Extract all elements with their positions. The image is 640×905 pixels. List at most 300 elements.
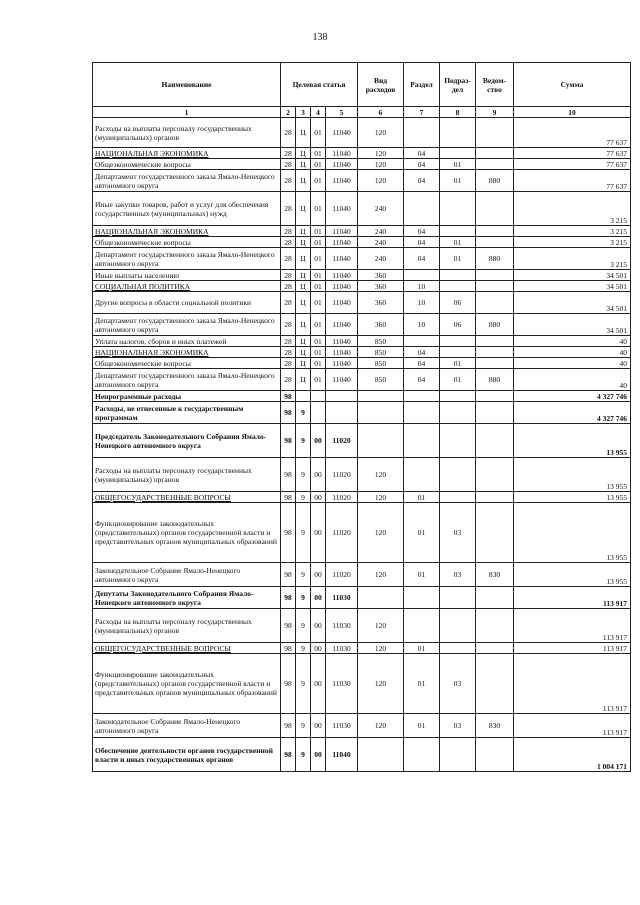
row-code-vr: 850 <box>358 358 404 369</box>
row-code-ved <box>476 336 514 347</box>
table-row <box>93 738 631 772</box>
row-code-rz <box>404 118 440 148</box>
row-sum: 13 955 <box>514 458 631 492</box>
row-code-a: 28 <box>281 314 296 336</box>
row-code-d: 11040 <box>326 347 358 358</box>
row-code-rz: 01 <box>404 643 440 654</box>
table-row <box>93 159 631 170</box>
table-row <box>93 118 631 148</box>
row-code-vr: 360 <box>358 292 404 314</box>
budget-table <box>92 62 631 772</box>
header-sum: Сумма <box>514 63 631 107</box>
row-sum: 40 <box>514 358 631 369</box>
row-code-d: 11030 <box>326 714 358 738</box>
index-cell: 4 <box>311 107 326 118</box>
row-name: Иные закупки товаров, работ и услуг для обеспечения государственных (муниципальных) нужд <box>93 192 281 226</box>
row-code-vr: 120 <box>358 654 404 714</box>
row-name: Обеспечение деятельности органов государственной власти и иных государственных органов <box>93 738 281 772</box>
header-section: Раздел <box>404 63 440 107</box>
row-sum: 34 501 <box>514 314 631 336</box>
table-row <box>93 281 631 292</box>
row-code-b: Ц <box>296 369 311 391</box>
row-code-rz <box>404 458 440 492</box>
row-code-rz: 10 <box>404 292 440 314</box>
table-row <box>93 226 631 237</box>
row-code-b: 9 <box>296 738 311 772</box>
row-code-ved: 830 <box>476 563 514 587</box>
row-code-d: 11040 <box>326 336 358 347</box>
row-code-c: 01 <box>311 369 326 391</box>
row-code-d: 11020 <box>326 503 358 563</box>
row-code-a: 98 <box>281 503 296 563</box>
row-sum: 77 637 <box>514 148 631 159</box>
row-code-rz <box>404 336 440 347</box>
row-code-vr: 120 <box>358 643 404 654</box>
row-code-ved <box>476 643 514 654</box>
row-name: НАЦИОНАЛЬНАЯ ЭКОНОМИКА <box>93 148 281 159</box>
table-row <box>93 170 631 192</box>
row-name: Департамент государственного заказа Ямало-Ненецкого автономного округа <box>93 314 281 336</box>
row-code-vr: 360 <box>358 314 404 336</box>
row-code-ved <box>476 148 514 159</box>
row-sum: 3 215 <box>514 248 631 270</box>
row-code-rz <box>404 609 440 643</box>
row-code-a: 98 <box>281 563 296 587</box>
table-row <box>93 314 631 336</box>
row-name: Председатель Законодательного Собрания Ямало-Ненецкого автономного округа <box>93 424 281 458</box>
row-code-a: 28 <box>281 369 296 391</box>
row-code-d: 11040 <box>326 292 358 314</box>
row-code-c: 01 <box>311 148 326 159</box>
row-code-d: 11030 <box>326 609 358 643</box>
row-code-d: 11030 <box>326 587 358 609</box>
row-code-vr: 240 <box>358 237 404 248</box>
row-name: Законодательное Собрание Ямало-Ненецкого автономного округа <box>93 563 281 587</box>
row-code-d: 11040 <box>326 170 358 192</box>
row-code-ved: 880 <box>476 314 514 336</box>
row-code-d: 11040 <box>326 270 358 281</box>
row-code-pr: 01 <box>440 248 476 270</box>
row-code-ved <box>476 424 514 458</box>
row-sum: 40 <box>514 369 631 391</box>
row-code-vr: 240 <box>358 226 404 237</box>
row-code-a: 98 <box>281 424 296 458</box>
row-code-c <box>311 402 326 424</box>
row-code-vr: 120 <box>358 148 404 159</box>
table-row <box>93 654 631 714</box>
row-name: Непрограммные расходы <box>93 391 281 402</box>
row-name: Законодательное Собрание Ямало-Ненецкого автономного округа <box>93 714 281 738</box>
row-name: Департамент государственного заказа Ямало-Ненецкого автономного округа <box>93 369 281 391</box>
row-code-pr: 01 <box>440 159 476 170</box>
header-subsection: Подраз-дел <box>440 63 476 107</box>
row-code-pr: 01 <box>440 358 476 369</box>
row-sum: 40 <box>514 347 631 358</box>
row-code-b: Ц <box>296 270 311 281</box>
row-code-vr: 120 <box>358 118 404 148</box>
row-sum: 77 637 <box>514 118 631 148</box>
row-name: НАЦИОНАЛЬНАЯ ЭКОНОМИКА <box>93 347 281 358</box>
row-code-b: Ц <box>296 226 311 237</box>
row-code-c: 01 <box>311 170 326 192</box>
row-sum: 113 917 <box>514 654 631 714</box>
row-code-c: 01 <box>311 281 326 292</box>
table-body <box>93 118 631 772</box>
row-sum: 113 917 <box>514 609 631 643</box>
row-code-c: 01 <box>311 226 326 237</box>
row-name: Общеэкономические вопросы <box>93 358 281 369</box>
row-code-vr: 120 <box>358 458 404 492</box>
row-code-rz <box>404 587 440 609</box>
row-code-a: 28 <box>281 281 296 292</box>
row-code-pr: 03 <box>440 563 476 587</box>
row-name: Общеэкономические вопросы <box>93 159 281 170</box>
header-exp-type: Вид расходов <box>358 63 404 107</box>
row-code-a: 28 <box>281 226 296 237</box>
row-code-vr <box>358 402 404 424</box>
row-name: ОБЩЕГОСУДАРСТВЕННЫЕ ВОПРОСЫ <box>93 492 281 503</box>
table-row <box>93 458 631 492</box>
row-code-a: 98 <box>281 609 296 643</box>
row-code-rz: 01 <box>404 492 440 503</box>
row-code-c: 00 <box>311 643 326 654</box>
row-code-ved <box>476 609 514 643</box>
row-code-a: 28 <box>281 237 296 248</box>
row-sum: 34 501 <box>514 270 631 281</box>
row-code-d: 11040 <box>326 369 358 391</box>
row-code-rz: 04 <box>404 237 440 248</box>
row-code-vr: 120 <box>358 714 404 738</box>
row-sum: 34 501 <box>514 292 631 314</box>
row-code-b: 9 <box>296 424 311 458</box>
row-code-rz: 04 <box>404 159 440 170</box>
row-code-b: Ц <box>296 237 311 248</box>
row-code-b: Ц <box>296 192 311 226</box>
row-code-pr <box>440 148 476 159</box>
row-code-ved <box>476 492 514 503</box>
row-sum: 113 917 <box>514 714 631 738</box>
row-sum: 40 <box>514 336 631 347</box>
row-code-rz: 04 <box>404 226 440 237</box>
row-code-pr <box>440 587 476 609</box>
row-code-a: 98 <box>281 738 296 772</box>
row-name: ОБЩЕГОСУДАРСТВЕННЫЕ ВОПРОСЫ <box>93 643 281 654</box>
row-code-d: 11040 <box>326 248 358 270</box>
row-code-rz: 01 <box>404 503 440 563</box>
row-code-a: 28 <box>281 118 296 148</box>
row-name: Департамент государственного заказа Ямало-Ненецкого автономного округа <box>93 170 281 192</box>
row-code-pr: 01 <box>440 369 476 391</box>
row-code-d: 11020 <box>326 458 358 492</box>
row-code-rz: 04 <box>404 248 440 270</box>
row-code-c: 00 <box>311 738 326 772</box>
row-code-b: Ц <box>296 314 311 336</box>
row-code-b: 9 <box>296 714 311 738</box>
row-code-vr: 360 <box>358 281 404 292</box>
row-code-pr <box>440 492 476 503</box>
row-code-c: 00 <box>311 587 326 609</box>
row-code-ved <box>476 292 514 314</box>
table-row <box>93 358 631 369</box>
row-code-vr: 360 <box>358 270 404 281</box>
row-name: Расходы на выплаты персоналу государственных (муниципальных) органов <box>93 118 281 148</box>
row-code-pr: 01 <box>440 237 476 248</box>
row-name: Уплата налогов, сборов и иных платежей <box>93 336 281 347</box>
row-code-a: 28 <box>281 148 296 159</box>
row-name: Общеэкономические вопросы <box>93 237 281 248</box>
row-code-ved <box>476 503 514 563</box>
row-code-vr: 120 <box>358 503 404 563</box>
row-code-pr: 03 <box>440 654 476 714</box>
row-code-rz <box>404 402 440 424</box>
row-sum: 77 637 <box>514 159 631 170</box>
row-code-pr <box>440 192 476 226</box>
table-row <box>93 714 631 738</box>
index-cell: 7 <box>404 107 440 118</box>
row-code-a: 98 <box>281 492 296 503</box>
row-code-pr <box>440 643 476 654</box>
row-code-rz: 04 <box>404 358 440 369</box>
row-code-c: 01 <box>311 347 326 358</box>
row-code-b: 9 <box>296 563 311 587</box>
row-sum: 4 327 746 <box>514 402 631 424</box>
row-name: Функционирование законодательных (представительных) органов государственной власти и представительных органов муниципальных образований <box>93 503 281 563</box>
row-sum: 13 955 <box>514 424 631 458</box>
row-code-pr <box>440 118 476 148</box>
row-code-ved <box>476 118 514 148</box>
row-code-b: 9 <box>296 643 311 654</box>
row-code-a: 28 <box>281 170 296 192</box>
row-code-c: 00 <box>311 654 326 714</box>
row-code-a: 28 <box>281 248 296 270</box>
row-sum: 3 215 <box>514 192 631 226</box>
row-code-ved <box>476 358 514 369</box>
row-code-a: 28 <box>281 347 296 358</box>
row-code-a: 98 <box>281 587 296 609</box>
row-name: Функционирование законодательных (представительных) органов государственной власти и представительных органов муниципальных образований <box>93 654 281 714</box>
page-number: 138 <box>312 32 328 43</box>
row-sum: 13 955 <box>514 492 631 503</box>
row-name: Депутаты Законодательного Собрания Ямало-Ненецкого автономного округа <box>93 587 281 609</box>
row-name: Иные выплаты населению <box>93 270 281 281</box>
header-name: Наименование <box>93 63 281 107</box>
row-code-ved <box>476 587 514 609</box>
row-sum: 3 215 <box>514 226 631 237</box>
row-code-vr: 850 <box>358 347 404 358</box>
index-cell: 8 <box>440 107 476 118</box>
row-code-ved <box>476 402 514 424</box>
table-row <box>93 237 631 248</box>
row-code-ved <box>476 738 514 772</box>
row-sum: 1 004 171 <box>514 738 631 772</box>
row-code-c: 00 <box>311 503 326 563</box>
table-row <box>93 347 631 358</box>
row-code-c: 01 <box>311 248 326 270</box>
row-code-pr: 03 <box>440 714 476 738</box>
row-sum: 77 637 <box>514 170 631 192</box>
row-name: Другие вопросы в области социальной политики <box>93 292 281 314</box>
row-code-d: 11040 <box>326 118 358 148</box>
row-name: Расходы на выплаты персоналу государственных (муниципальных) органов <box>93 609 281 643</box>
row-code-a: 98 <box>281 643 296 654</box>
row-code-rz: 01 <box>404 654 440 714</box>
row-code-pr: 06 <box>440 314 476 336</box>
index-cell: 2 <box>281 107 296 118</box>
table-row <box>93 192 631 226</box>
row-code-pr <box>440 424 476 458</box>
row-code-d <box>326 391 358 402</box>
row-code-b: Ц <box>296 281 311 292</box>
row-code-a: 98 <box>281 714 296 738</box>
row-code-pr <box>440 226 476 237</box>
row-code-a: 98 <box>281 402 296 424</box>
row-code-rz <box>404 738 440 772</box>
row-code-c: 00 <box>311 492 326 503</box>
row-code-d: 11040 <box>326 159 358 170</box>
table-row <box>93 402 631 424</box>
row-code-d: 11040 <box>326 148 358 159</box>
row-code-c: 01 <box>311 270 326 281</box>
row-code-d: 11020 <box>326 492 358 503</box>
row-sum: 13 955 <box>514 563 631 587</box>
row-code-c: 01 <box>311 314 326 336</box>
row-code-rz <box>404 391 440 402</box>
row-code-b: 9 <box>296 492 311 503</box>
row-code-d: 11040 <box>326 358 358 369</box>
row-code-b: Ц <box>296 336 311 347</box>
table-row <box>93 336 631 347</box>
row-code-a: 28 <box>281 336 296 347</box>
row-code-vr: 120 <box>358 159 404 170</box>
row-code-pr <box>440 281 476 292</box>
row-code-ved: 880 <box>476 248 514 270</box>
row-code-a: 28 <box>281 270 296 281</box>
row-code-c: 00 <box>311 424 326 458</box>
table-row <box>93 270 631 281</box>
row-code-c: 00 <box>311 458 326 492</box>
row-code-ved <box>476 192 514 226</box>
row-code-ved <box>476 391 514 402</box>
row-code-pr <box>440 336 476 347</box>
row-code-d: 11030 <box>326 643 358 654</box>
row-code-pr <box>440 609 476 643</box>
row-code-a: 98 <box>281 391 296 402</box>
table-row <box>93 609 631 643</box>
row-code-b: Ц <box>296 248 311 270</box>
index-cell: 9 <box>476 107 514 118</box>
row-code-a: 98 <box>281 458 296 492</box>
table-row <box>93 492 631 503</box>
row-code-rz <box>404 424 440 458</box>
row-code-rz <box>404 270 440 281</box>
row-code-pr <box>440 402 476 424</box>
row-code-rz: 04 <box>404 369 440 391</box>
row-name: НАЦИОНАЛЬНАЯ ЭКОНОМИКА <box>93 226 281 237</box>
row-name: СОЦИАЛЬНАЯ ПОЛИТИКА <box>93 281 281 292</box>
row-code-b: Ц <box>296 358 311 369</box>
row-code-rz <box>404 192 440 226</box>
row-code-b: 9 <box>296 458 311 492</box>
row-name: Департамент государственного заказа Ямало-Ненецкого автономного округа <box>93 248 281 270</box>
row-code-pr <box>440 738 476 772</box>
row-code-rz: 04 <box>404 148 440 159</box>
row-code-b: 9 <box>296 402 311 424</box>
table-row <box>93 148 631 159</box>
row-code-vr <box>358 738 404 772</box>
row-code-rz: 01 <box>404 563 440 587</box>
row-code-ved: 880 <box>476 369 514 391</box>
row-code-vr <box>358 424 404 458</box>
index-row <box>93 107 631 118</box>
row-code-rz: 10 <box>404 281 440 292</box>
row-code-a: 28 <box>281 192 296 226</box>
row-code-ved <box>476 159 514 170</box>
index-cell: 5 <box>326 107 358 118</box>
row-code-pr: 06 <box>440 292 476 314</box>
row-name: Расходы на выплаты персоналу государственных (муниципальных) органов <box>93 458 281 492</box>
row-code-b: Ц <box>296 118 311 148</box>
row-code-vr: 850 <box>358 336 404 347</box>
row-code-vr: 120 <box>358 563 404 587</box>
index-cell: 3 <box>296 107 311 118</box>
table-row <box>93 503 631 563</box>
row-code-ved <box>476 458 514 492</box>
row-name: Расходы, не отнесенные к государственным программам <box>93 402 281 424</box>
row-code-b: 9 <box>296 503 311 563</box>
row-code-c: 01 <box>311 237 326 248</box>
row-code-b: Ц <box>296 292 311 314</box>
header-department: Ведом-ство <box>476 63 514 107</box>
row-code-ved <box>476 654 514 714</box>
row-code-ved <box>476 281 514 292</box>
row-code-d <box>326 402 358 424</box>
row-code-ved: 830 <box>476 714 514 738</box>
row-sum: 4 327 746 <box>514 391 631 402</box>
row-code-pr <box>440 458 476 492</box>
header-target: Целевая статья <box>281 63 358 107</box>
row-code-c: 00 <box>311 714 326 738</box>
row-code-d: 11040 <box>326 192 358 226</box>
row-code-c: 01 <box>311 192 326 226</box>
row-code-rz: 04 <box>404 347 440 358</box>
row-code-c <box>311 391 326 402</box>
table-row <box>93 563 631 587</box>
row-code-d: 11020 <box>326 563 358 587</box>
row-code-vr <box>358 391 404 402</box>
row-code-b: Ц <box>296 148 311 159</box>
row-code-pr <box>440 347 476 358</box>
table-row <box>93 424 631 458</box>
table-row <box>93 369 631 391</box>
row-code-vr: 240 <box>358 192 404 226</box>
table-row <box>93 292 631 314</box>
row-sum: 113 917 <box>514 643 631 654</box>
row-code-ved <box>476 226 514 237</box>
row-code-d: 11030 <box>326 654 358 714</box>
row-code-d: 11020 <box>326 424 358 458</box>
row-code-pr <box>440 270 476 281</box>
row-code-d: 11040 <box>326 281 358 292</box>
table-row <box>93 248 631 270</box>
row-code-pr <box>440 391 476 402</box>
row-code-c: 01 <box>311 159 326 170</box>
row-code-pr: 01 <box>440 170 476 192</box>
row-code-ved: 880 <box>476 170 514 192</box>
row-code-c: 01 <box>311 336 326 347</box>
row-code-c: 01 <box>311 118 326 148</box>
row-code-b: Ц <box>296 170 311 192</box>
row-code-c: 00 <box>311 609 326 643</box>
